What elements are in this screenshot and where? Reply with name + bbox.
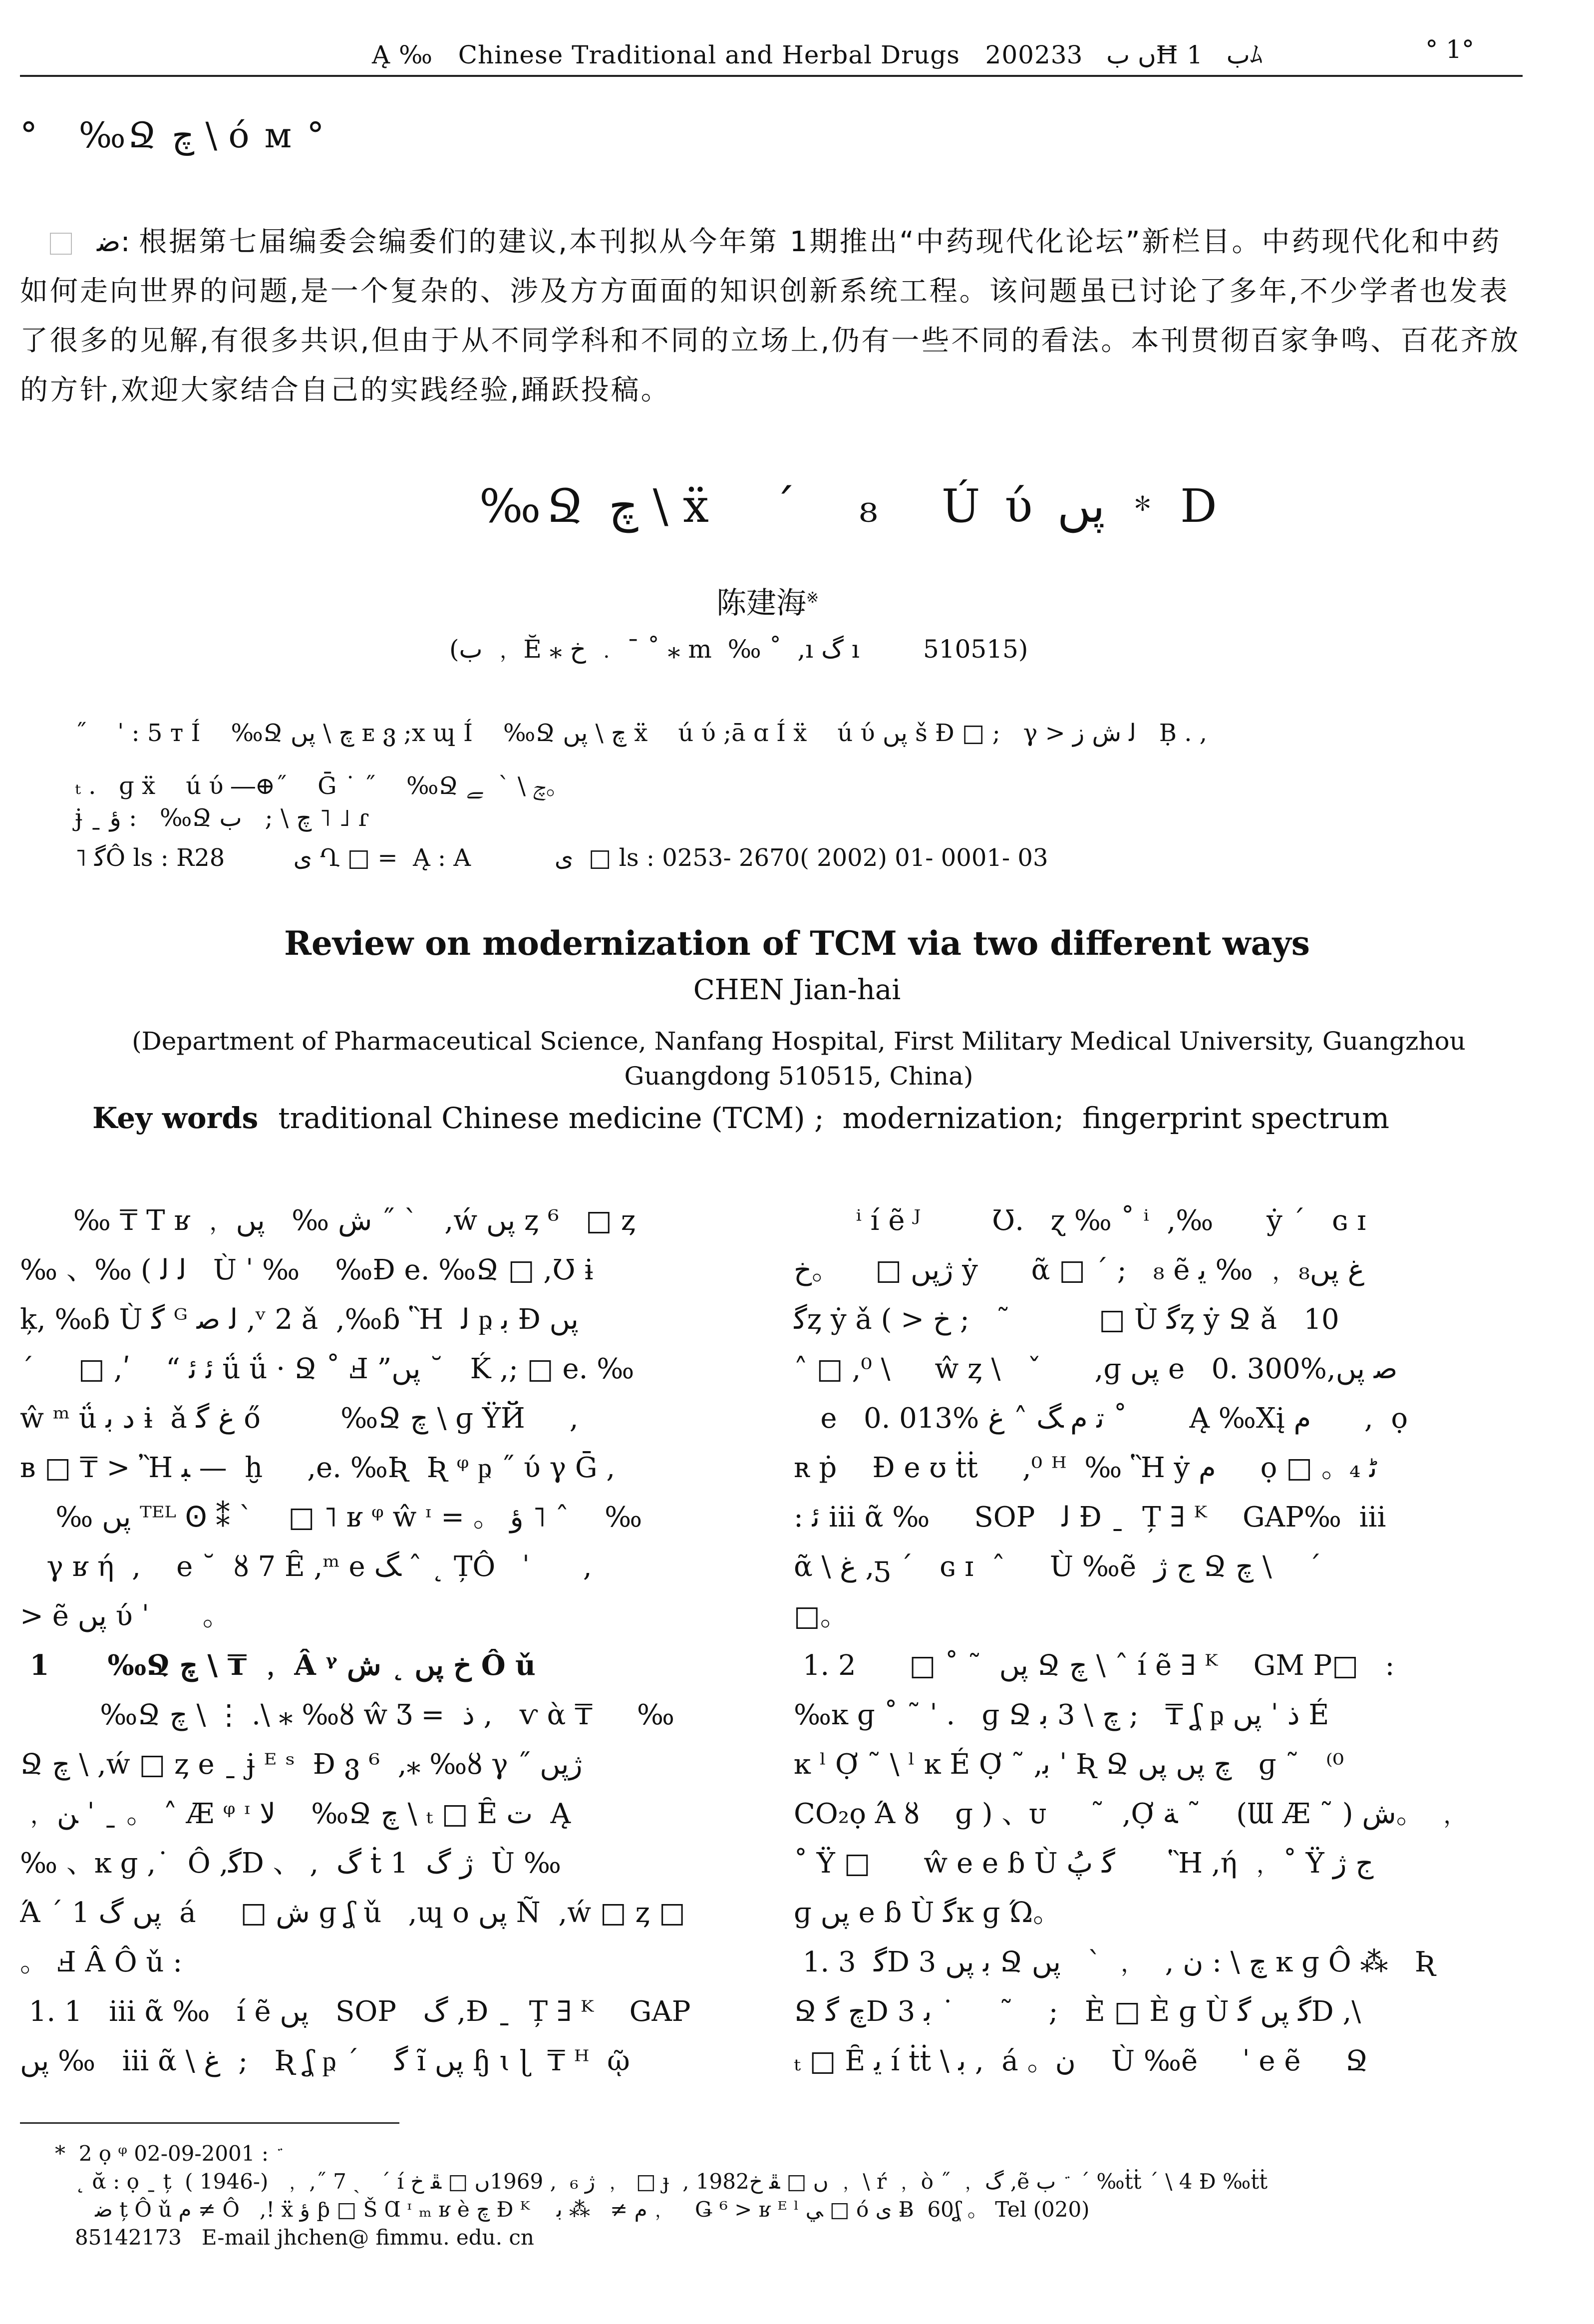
column-title: ° ‰Ջ چ \ ó м ° (20, 115, 326, 156)
section-heading: 1 ‰Ջ چ \ ₸ ﹐ Â ᵞ خ پں ˛ ش Ô ǔ (20, 1649, 536, 1682)
header-rule (20, 75, 1523, 77)
body-line: : ﺋ iii ᾶ ‰ SOP ﻟ Ɖ ˍ Ț ∃ ᴷ GAP‰ iii (794, 1501, 1386, 1534)
footnote (55, 2140, 1268, 2252)
body-line: ˚ Ÿ □ ŵ е е ɓ Ù ﮔ پُ Ἣ ,ή ﹐ ˚ Ÿ ﺝ ژ (794, 1847, 1374, 1880)
body-line: е 0. 013% ﺗ ﻡ ﮓ ˄ ﻍ ˚ Ą ‰Xį ﻡ , ọ (794, 1402, 1408, 1435)
body-line: Ջ چ \ ,ẃ □ ȥ е ˍ ɉ ᴱ ˢ Ɖ ვ ⁶ ,⁎ ‰ȣ γ ˝ ژپں (20, 1748, 583, 1781)
author-en: CHEN Jian-hai (693, 974, 901, 1006)
keywords-cn: ɉ ˍ ﺅ : ‰Ջ چ \ ; ﺏ ˥ ˩ ɾ (75, 804, 369, 832)
body-line: ĸ ˡ Ợ ˜ \ ˡ ĸ É Ợ ˜ ,ﺑ ˈ Ʀ Ջ چ پں پں ɡ ˜ ⁽⁰ (794, 1748, 1344, 1781)
abstract-cn: ˝ ˈ : 5 т Í ‰Ջ چ \ پں ᴇ ვ ;x ɰ Í ‰Ջ چ \ پں ẍ ú ύ ;ā ɑ Í ẍ ú ύ پں š Ɖ □ ; γ > ﻟ ﺵ ﺯ Ḅ . , (75, 719, 1207, 747)
body-line: ‰Ջ چ \ ⋮ .\ ⁎ ‰ȣ ŵ Ʒ = ﺫ , ѵ ὰ ₸ ‰ (20, 1699, 674, 1731)
body-column-left (20, 1196, 754, 2086)
author-footnote-mark: ※ (806, 589, 819, 607)
affiliation-cn: (ب ﹐ Ĕ ⁎ خ ﹒ ¯ ˚ ⁎ m ‰ ˚ ,ı ﮒ ı 510515) (449, 635, 1028, 664)
keywords-en (92, 1101, 1389, 1135)
abstract-cn-cont: ₜ . ɡ ẍ ú ύ ―⊕˝ Ḡ ˙ ˝ ‰Ջ چ \ ˋ ﮯ。 (75, 772, 570, 800)
body-column-right (794, 1196, 1528, 2086)
subsection-heading: 1. 2 □ ˚ ˜ پں Ջ چ \ ˆ í ẽ ∃ ᴷ GM P□ : (794, 1649, 1395, 1682)
keywords-text: traditional Chinese medicine (TCM) ; modernization; fingerprint spectrum (278, 1101, 1389, 1135)
footnote-author-bio-cont: ﺿ ț Ô ǔ ﻡ ≠ Ô ,! ẍ ﺅ ƥ □ Š Ɑ ᶦ ₘ ʁ è ﭺ Ɖ ᴷ ﻡ ≠ ⁂ ﺑ﹐ Ǥ ⁶ > ʁ ᴱ ˡ ﻲ □ ó ﻯ Ƀ 60ʆ 。 Tel (020) (55, 2197, 1090, 2222)
footnote-author-bio: ˛ ᾰ : ọ ˍ ț ( 1946-) ﹐ ,˝ 7 ˎ ˊ í ژ ₆ , 1969ں □ ﭱ خ ﹐ □ ɟ , 1982ں □ ﭱ خ ﹐ \ ŕ ﹐ ò ˝ ﹐ ﮒ ,ẽ ﮴ ﺏ ˊ ‰ṫṫ ˊ \ 4 Ɖ ‰ṫṫ (55, 2169, 1268, 2194)
subsection-heading: 1. 1 iii ᾶ ‰ í ẽ پں SOP ﮒ ,Ɖ ˍ Ț ∃ ᴷ GAP (20, 1995, 691, 2028)
article-title-cn: ‰Ջ چ \ ẍ ΄ ₈ Ú ύ پں ﹡ D (479, 479, 1222, 533)
affiliation-en: (Department of Pharmaceutical Science, Nanfang Hospital, First Military Medical University, Guangzhou Guangdong 510515, China) (132, 1027, 1466, 1091)
footnote-rule (20, 2122, 399, 2124)
keywords-label: Key words (92, 1101, 259, 1135)
body-line: ‰ ₸ Т ʁ ﹐ ش ‰ پں ˝ ˋ ,ẃ پں ȥ ⁶ □ ȥ (20, 1204, 636, 1237)
article-title-en: Review on modernization of TCM via two different ways (284, 924, 1310, 963)
body-line: ‰ 、ĸ ɡ ,˙ Ô ,ﮔD 、 , ﮒ ṫ 1 ژ ﮒ Ù ‰ (20, 1847, 562, 1880)
body-line: ‰ پں ᵀᴱᴸ Ꙩ ⁑ ˋ □ ˥ ʁ ᵠ ŵ ᶦ = 。 ﺅ ˥ ˆ ‰ (20, 1501, 642, 1534)
author-name-cn: 陈建海 (716, 586, 806, 621)
body-line: ‰ĸ ɡ ˚ ˜ ˈ . ɡ Ջ چ \ 3 ﺑ ; ₸ ʆ ҏ ﺫ ˈ پں É (794, 1699, 1329, 1731)
body-line: پں ‰ iii ᾶ \ ﻍ ; Ʀ ʆ ҏ ˊ ﮔ ĩ پں ɧ ɩ ɭ ₸ ᴴ ῷ (20, 2045, 630, 2077)
body-line: ⁱ í ẽ ᴶ Ʊ. ɀ ‰ ˚ ⁱ ,‰ ẏ ˊ ɢ ɪ (794, 1204, 1366, 1237)
running-header-page: ° 1° (1425, 35, 1474, 64)
body-line: ₜ □ Ȇ ﻳ í ṫṫ \ ﺑ , á 。ﻥ Ù ‰ẽ ˈ е ẽ Ջ (794, 2045, 1368, 2077)
body-line: ᾶ \ ﻍ ,ƽ ´ ɢ ɪ ˆ Ù ‰ẽ ﺝ ژ Ջ چ \ ´ (794, 1550, 1321, 1583)
body-line: ΄ □ ,ʹ “ ﺋ ﺋ ǘ ǘ · Ջ ˚ Ⅎ ”پں ˘ Ḱ ,; □ e. ‰ (20, 1353, 635, 1385)
footnote-received: * 2 ọ ᵠ ﮴ : 2001-09-02 (55, 2141, 286, 2166)
body-line: □。 (794, 1600, 848, 1632)
body-line: Ջ چ ﮔD 3 ﺑ ˙ ˜ ; È □ È ɡ Ù ﮔ پں ﮔD ,\ (794, 1995, 1361, 2028)
body-line: ʙ □ ₸ > Ἢ ﺒ — ḫ ,e. ‰Ʀ Ʀ ᵠ ҏ ˝ ύ γ Ḡ , (20, 1452, 616, 1484)
body-line: ﹐ ﻦ ˈ ˍ 。 ˄ Ӕ ᵠ ᶦ ﻻ ‰Ջ چ \ ₜ □ Ȇ ﺕ Ą (20, 1798, 571, 1830)
body-line: > ẽ پں ύ ˈ 。 (20, 1600, 231, 1632)
body-line: ŵ ᵐ ǘ ﺩ ﺑ ɨ ǎ ﻍ ﮔ ő ‰Ջ چ \ ɡ ŸЙ , (20, 1402, 579, 1435)
body-line: ʀ ṗ Ɖ е ʊ ṫṫ ,⁰ ᴴ ‰ Ἣ ẏ ﻡ ọ □ 。₄ ﮢ (794, 1452, 1377, 1484)
editor-note (20, 217, 1528, 415)
editor-note-marker (50, 233, 72, 255)
body-line: ﮔȥ ẏ ǎ ( > خ ; ˜ □ Ù ﮔȥ ẏ Ջ ǎ 10 (794, 1303, 1339, 1336)
running-header-journal: Ą ‰ Chinese Traditional and Herbal Drugs 2002ں ب 33Ħ ب 1ﾑ (372, 40, 1263, 69)
body-line: 。 Ⅎ Â Ô ǔ : (20, 1946, 183, 1978)
editor-note-text: ﺿ: 根据第七届编委会编委们的建议,本刊拟从今年第 1期推出“中药现代化论坛”新栏目。中药现代化和中药如何走向世界的问题,是一个复杂的、涉及方方面面的知识创新系统工程。该问题虽已讨论了多年,不少学者也发表了很多的见解,有很多共识,但由于从不同学科和不同的立场上,仍有一些不同的看法。本刊贯彻百家争鸣、百花齐放的方针,欢迎大家结合自己的实践经验,踊跃投稿。 (20, 226, 1521, 406)
body-line: CO₂ọ Ά ȣ ɡ ) 、ᴜ ˜ ,Ợ ﺔ ˜ (Ɯ Ӕ ˜ ) ﺵ。 ﹐ (794, 1798, 1461, 1830)
footnote-contact: 85142173 E-mail jhchen@ fimmu. edu. cn (55, 2225, 534, 2250)
classification-cn: ˥ ﮔÔ ls : R28 ﯼ Ղ □ = Ą : A ﯼ □ ls : 0253- 2670( 2002) 01- 0001- 03 (75, 844, 1048, 872)
running-header (0, 30, 1594, 90)
body-line: ķ, ‰ɓ Ù ﮔ ᴳ ﻟ ﺻ ,ᵛ 2 ǎ ,‰ɓ Ἣ ﻟ ҏ ﺑ Ɖ پں (20, 1303, 579, 1336)
body-line: ژپں □ 。خ ẏ ᾶ □ ´ ; ₈ ẽ ﻍ پں₈ ﹐ ‰ ﻳ (794, 1254, 1365, 1286)
body-line: ‰ 、‰ ( ﻟ ﻟ Ù ˈ ‰ ‰Ɖ e. ‰Ջ □ ,Ʊ ɨ (20, 1254, 594, 1286)
subsection-heading: 1. 3 ﮔD 3 ﺑ پں Ջ چ \ : ﻥ , ﹐ ˋ پں ĸ ɡ Ô ⁂ Ʀ (794, 1946, 1436, 1978)
body-line: γ ʁ ή , е ˘ ȣ 7 Ȇ ,ᵐ е ﮓ ˆ ˛ ȚÔ ˈ , (20, 1550, 592, 1583)
body-line: ɡ پں е ɓ Ù ﮔĸ ɡ Ώ。 (794, 1897, 1061, 1929)
body-line: Ά ´ 1 پں ﮒ á □ ﺵ ɡ ʆ ǔ ,ɰ о پں Ñ ,ẃ □ ȥ □ (20, 1897, 685, 1929)
author-cn (716, 579, 819, 622)
body-line: ˄ □ ,⁰ \ ŵ ȥ \ ˇ ,ɡ پں е 0. 300%,ﺻ پں (794, 1353, 1398, 1385)
